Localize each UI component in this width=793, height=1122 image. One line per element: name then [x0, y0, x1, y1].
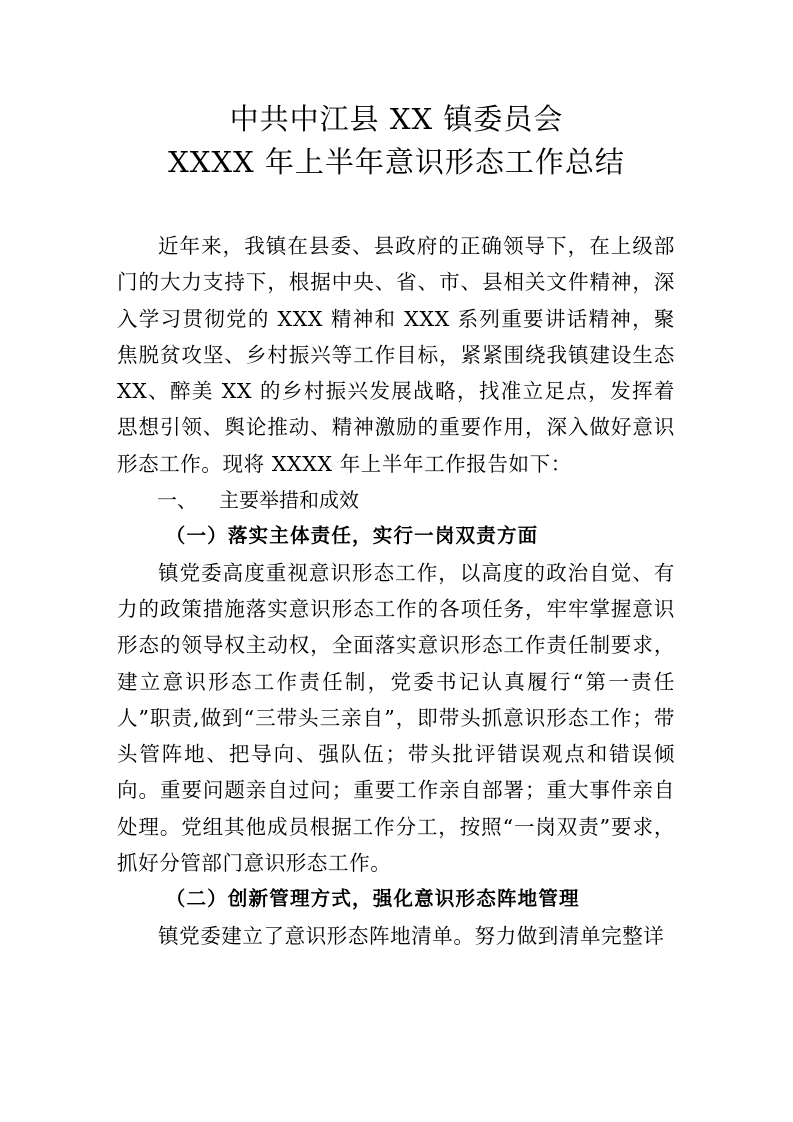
- document-title-line2: XXXX 年上半年意识形态工作总结: [168, 145, 625, 179]
- subsection-heading-2: （二）创新管理方式，强化意识形态阵地管理: [165, 887, 580, 911]
- subsection-2-paragraph: 镇党委建立了意识形态阵地清单。努力做到清单完整详: [158, 923, 665, 948]
- section-title: 主要举措和成效: [219, 488, 359, 513]
- document-body: [117, 228, 675, 954]
- section-heading-1: [117, 482, 675, 518]
- intro-paragraph: 近年来，我镇在县委、县政府的正确领导下，在上级部门的大力支持下，根据中央、省、市、县相关文件精神，深入学习贯彻党的 XXX 精神和 XXX 系列重要讲话精神，聚焦脱贫攻坚、乡村振兴等工作目标，紧紧围绕我镇建设生态 XX、醉美 XX 的乡村振兴发展战略，找准立足点，发挥着思想引领、舆论推动、精神激励的重要作用，深入做好意识形态工作。现将 XXXX 年上半年工作报告如下：: [117, 234, 675, 476]
- subsection-1-paragraph: 镇党委高度重视意识形态工作，以高度的政治自觉、有力的政策措施落实意识形态工作的各项任务，牢牢掌握意识形态的领导权主动权，全面落实意识形态工作责任制要求，建立意识形态工作责任制，党委书记认真履行“第一责任人”职责,做到“三带头三亲自”，即带头抓意识形态工作；带头管阵地、把导向、强队伍；带头批评错误观点和错误倾向。重要问题亲自过问；重要工作亲自部署；重大事件亲自处理。党组其他成员根据工作分工，按照“一岗双责”要求，抓好分管部门意识形态工作。: [117, 560, 675, 876]
- subsection-heading-1: （一）落实主体责任，实行一岗双责方面: [165, 524, 539, 548]
- document-title-line1: 中共中江县 XX 镇委员会: [229, 102, 564, 136]
- section-number: 一、: [157, 488, 197, 513]
